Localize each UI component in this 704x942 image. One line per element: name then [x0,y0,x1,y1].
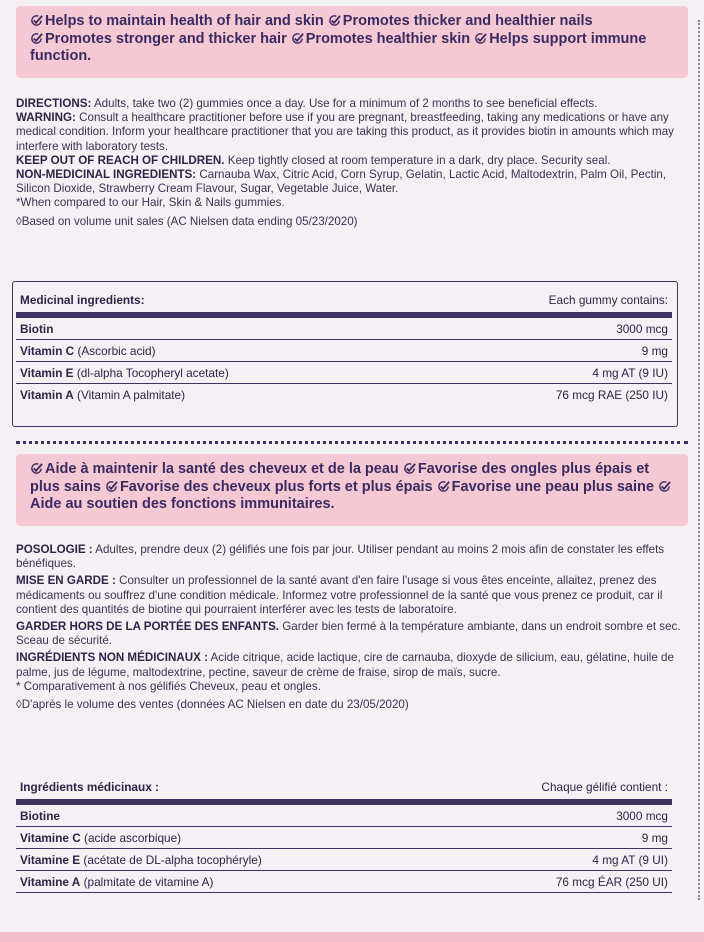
medicinal-ingredients-table-fr [16,775,672,893]
benefit-fr-2: Favorise des ongles plus épais et plus sains [30,461,650,495]
benefits-banner-en [16,6,688,78]
keep-away-label-fr: GARDER HORS DE LA PORTÉE DES ENFANTS. [16,620,280,634]
benefit-en-5: Helps support immune function. [30,31,647,64]
benefit-en-3: Promotes stronger and thicker hair [45,31,287,47]
check-icon [328,13,343,29]
table-header-row [16,775,672,802]
table-row: Vitamin C (Ascorbic acid) 9 mg [16,340,672,362]
medicinal-ingredients-table-en [16,288,672,405]
benefit-en-1: Helps to maintain health of hair and skin [45,13,324,29]
posologie-label: POSOLOGIE : [16,543,93,556]
directions-text: Adults, take two (2) gummies once a day. Use for a minimum of 2 months to see beneficial effects. [93,97,598,110]
table-row: Biotine 3000 mcg [16,802,672,827]
edge-perforation [698,20,700,900]
warning-label: WARNING: [16,111,76,125]
table-header-row [16,288,672,315]
warning-text: Consult a healthcare practitioner before use if you are pregnant, breastfeeding, taking any medications or have any medical condition. Inform your healthcare practitioner that you are taking this product, as it provides biotin in amounts which may interfere with laboratory tests. [16,111,674,153]
directions-section-en [16,97,688,229]
check-icon [30,13,45,29]
table-header-left: Ingrédients médicinaux : [16,775,442,802]
check-icon [30,31,45,47]
table-row: Biotin 3000 mcg [16,315,672,340]
table-row: Vitamine A (palmitate de vitamine A) 76 mcg ÉAR (250 UI) [16,871,672,893]
divider-dotted [16,441,688,444]
table-row: Vitamine C (acide ascorbique) 9 mg [16,827,672,849]
benefit-fr-4: Favorise une peau plus saine [451,479,654,495]
table-row: Vitamine E (acétate de DL-alpha tocophéryle) 4 mg AT (9 UI) [16,849,672,871]
directions-section-fr [16,543,688,712]
benefit-fr-3: Favorise des cheveux plus forts et plus épais [119,479,433,495]
keep-away-label: KEEP OUT OF REACH OF CHILDREN. [16,153,225,167]
directions-label: DIRECTIONS: [16,97,92,110]
keep-away-text-fr: Garder bien fermé à la température ambiante, dans un endroit sombre et sec. Sceau de sécurité. [16,620,681,648]
table-row: Vitamin E (dl-alpha Tocopheryl acetate) 4 mg AT (9 IU) [16,362,672,384]
check-icon [658,479,673,495]
benefit-en-2: Promotes thicker and healthier nails [342,13,593,29]
table-row: Vitamin A (Vitamin A palmitate) 76 mcg RAE (250 IU) [20,387,668,402]
table-header-left: Medicinal ingredients: [16,288,429,315]
keep-away-text: Keep tightly closed at room temperature in a dark, dry place. Security seal. [227,153,611,167]
mise-en-garde-label: MISE EN GARDE : [16,574,116,588]
mise-en-garde-text: Consulter un professionnel de la santé avant d'en faire l'usage si vous êtes enceinte, allaitez, prenez des médicaments ou souffrez d'une condition médicale. Informez votre professionnel de la santé que vous prenez ce produit, car il contient des quantités de biotine qui pourraient interférer avec les tests de laboratoire. [16,574,663,616]
nonmedicinal-label-fr: INGRÉDIENTS NON MÉDICINAUX : [16,651,208,665]
nonmedicinal-text-fr: Acide citrique, acide lactique, cire de carnauba, dioxyde de silicium, eau, gélatine, huile de palme, jus de légume, maltodextrine, pectine, saveur de crème de fraise, sirop de maïs, sucre. [16,651,674,679]
footnote: *When compared to our Hair, Skin & Nails gummies. [16,196,285,210]
table-header-right: Chaque gélifié contient : [442,775,672,802]
benefit-fr-5: Aide au soutien des fonctions immunitaires. [30,496,335,512]
check-icon [403,461,418,477]
benefits-banner-fr [16,454,688,526]
check-icon [474,31,489,47]
check-icon [105,479,120,495]
check-icon [30,461,45,477]
check-icon [437,479,452,495]
footnote: ◊D'après le volume des ventes (données AC Nielsen en date du 23/05/2020) [16,698,409,712]
nonmedicinal-text: Carnauba Wax, Citric Acid, Corn Syrup, Gelatin, Lactic Acid, Maltodextrin, Palm Oil, Pectin, Silicon Dioxide, Strawberry Cream Flavour, Sugar, Vegetable Juice, Water. [16,168,667,196]
benefit-fr-1: Aide à maintenir la santé des cheveux et de la peau [45,461,399,477]
check-icon [291,31,306,47]
benefit-en-4: Promotes healthier skin [305,31,471,47]
table-header-right: Each gummy contains: [429,288,672,315]
footnote: ◊Based on volume unit sales (AC Nielsen data ending 05/23/2020) [16,214,358,228]
nonmedicinal-label: NON-MEDICINAL INGREDIENTS: [16,168,197,182]
posologie-text: Adultes, prendre deux (2) gélifiés une fois par jour. Utiliser pendant au moins 2 mois afin de constater les effets bénéfiques. [16,543,665,571]
bottom-strip [0,932,704,942]
footnote: * Comparativement à nos gélifiés Cheveux, peau et ongles. [16,679,321,693]
